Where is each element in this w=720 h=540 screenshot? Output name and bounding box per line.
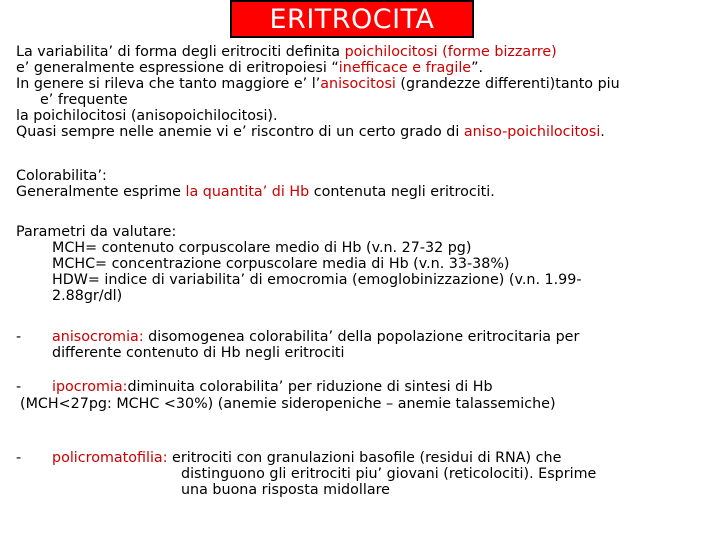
- highlight-aniso-poichilocitosi: aniso-poichilocitosi: [463, 124, 601, 140]
- text-line: [181, 482, 596, 498]
- text-line: [16, 240, 582, 256]
- parameter-hdw: HDW= indice di variabilita’ di emocromia (emoglobinizzazione) (v.n. 1.99-: [52, 272, 582, 288]
- title-banner: [230, 0, 474, 38]
- text-line: [16, 60, 620, 76]
- text-segment: diminuita colorabilita’ per riduzione di sintesi di Hb: [127, 379, 493, 395]
- highlight-anisocitosi: anisocitosi: [320, 76, 396, 92]
- text-segment: e’ generalmente espressione di eritropoiesi “: [16, 60, 339, 76]
- text-segment: contenuta negli eritrociti.: [309, 184, 495, 200]
- paragraph-poichilocitosi: [16, 44, 620, 140]
- text-line: [16, 44, 620, 60]
- text-line: [52, 379, 493, 395]
- text-segment: .: [600, 124, 605, 140]
- text-segment: La variabilita’ di forma degli eritrociti definita: [16, 44, 345, 60]
- highlight-quantita-hb: la quantita’ di Hb: [185, 184, 310, 200]
- text-line: [52, 345, 579, 361]
- text-segment: la poichilocitosi (anisopoichilocitosi).: [16, 108, 278, 124]
- text-segment: Generalmente esprime: [16, 184, 186, 200]
- text-line: [16, 272, 582, 288]
- text-line: [52, 329, 579, 345]
- text-segment: e’ frequente: [40, 92, 128, 108]
- highlight-poichilocitosi: poichilocitosi (forme bizzarre): [344, 44, 557, 60]
- text-line: [16, 92, 620, 108]
- text-line: [16, 288, 582, 304]
- text-segment: eritrociti con granulazioni basofile (residui di RNA) che: [167, 450, 562, 466]
- page-title: ERITROCITA: [269, 3, 435, 35]
- text-segment: Quasi sempre nelle anemie vi e’ riscontro di un certo grado di: [16, 124, 464, 140]
- text-line: [16, 76, 620, 92]
- parameter-hdw-cont: 2.88gr/dl): [52, 288, 123, 304]
- paragraph-colorabilita: [16, 168, 495, 200]
- text-line: [52, 450, 561, 466]
- term-anisocromia: anisocromia:: [52, 329, 144, 345]
- parameter-mchc: MCHC= concentrazione corpuscolare media di Hb (v.n. 33-38%): [52, 256, 510, 272]
- text-segment: In genere si rileva che tanto maggiore e’ l’: [16, 76, 321, 92]
- parameter-mch: MCH= contenuto corpuscolare medio di Hb (v.n. 27-32 pg): [52, 240, 472, 256]
- list-item-ipocromia: [52, 379, 493, 395]
- list-item-policromatofilia: [52, 450, 561, 466]
- text-segment: (MCH<27pg: MCHC <30%) (anemie sideropeniche – anemie talassemiche): [20, 396, 556, 412]
- bullet-dash: -: [16, 379, 22, 395]
- text-segment: (grandezze differenti)tanto piu: [395, 76, 620, 92]
- highlight-inefficace: inefficace e fragile: [338, 60, 472, 76]
- text-segment: una buona risposta midollare: [181, 482, 390, 498]
- text-segment: disomogenea colorabilita’ della popolazione eritrocitaria per: [143, 329, 580, 345]
- bullet-dash: -: [16, 329, 22, 345]
- subheading-colorabilita: Colorabilita’:: [16, 168, 107, 184]
- text-segment: distinguono gli eritrociti piu’ giovani (reticolociti). Esprime: [181, 466, 597, 482]
- paragraph-parametri: [16, 224, 582, 304]
- text-segment: differente contenuto di Hb negli eritrociti: [52, 345, 345, 361]
- term-ipocromia: ipocromia:: [52, 379, 128, 395]
- text-line: [16, 184, 495, 200]
- text-line: [16, 124, 620, 140]
- text-line: [16, 256, 582, 272]
- text-segment: ”.: [471, 60, 484, 76]
- text-line: [16, 224, 582, 240]
- text-line: [16, 168, 495, 184]
- bullet-dash: -: [16, 450, 22, 466]
- term-policromatofilia: policromatofilia:: [52, 450, 168, 466]
- list-item-ipocromia-cont: [20, 396, 556, 412]
- list-item-anisocromia: [52, 329, 579, 361]
- text-line: [16, 108, 620, 124]
- text-line: [181, 466, 596, 482]
- subheading-parametri: Parametri da valutare:: [16, 224, 177, 240]
- list-item-policromatofilia-cont: [181, 466, 596, 498]
